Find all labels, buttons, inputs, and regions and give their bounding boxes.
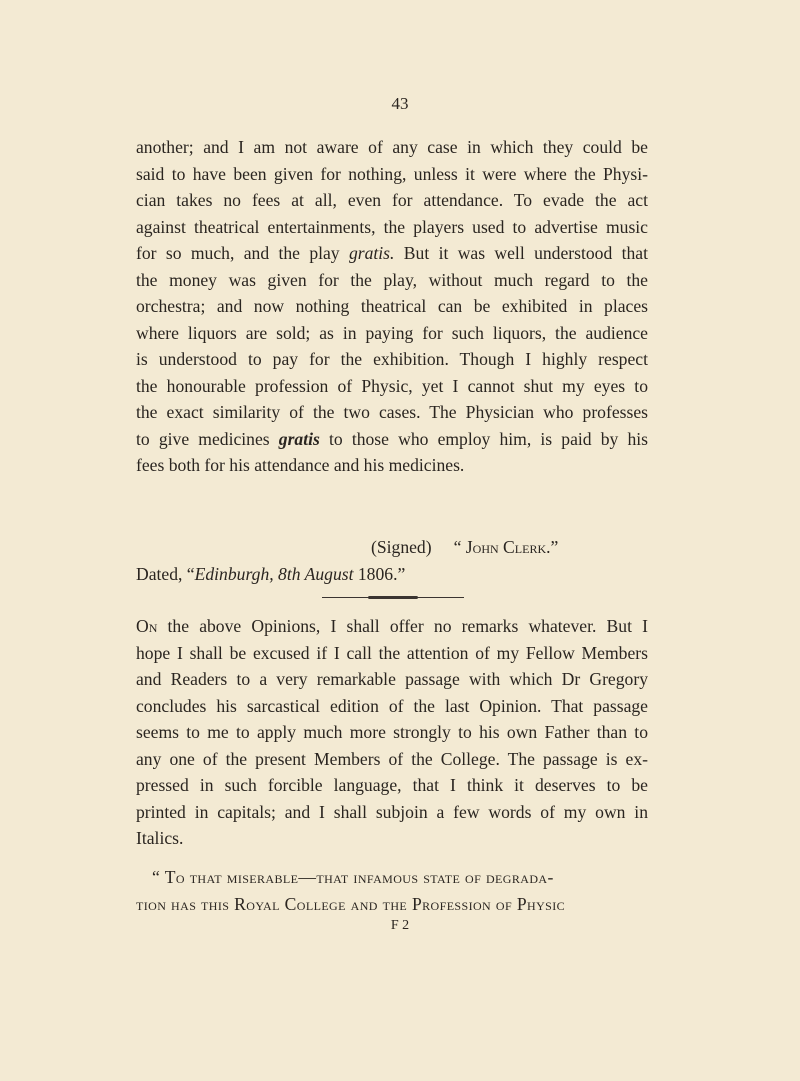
text-line: is understood to pay for the exhibition. Though I highly respect <box>136 349 648 369</box>
text-line: any one of the present Members of the College. The passage is ex- <box>136 748 648 769</box>
text-line: hope I shall be excused if I call the attention of my Fellow Members <box>136 642 648 663</box>
text-line: and Readers to a very remarkable passage with which Dr Gregory <box>136 669 648 689</box>
italic-word: gratis <box>278 428 320 449</box>
text-span: But it was well understood that <box>394 243 648 263</box>
quote-line: tion has this Royal College and the Profession of Physic <box>136 893 566 914</box>
text-line: printed in capitals; and I shall subjoin a few words of my own in <box>136 801 648 822</box>
dated-label: Dated, “ <box>136 563 195 584</box>
signed-label: (Signed) <box>371 537 432 557</box>
section-divider <box>322 597 464 598</box>
text-span: to those who employ him, is paid by his <box>319 428 649 449</box>
text-line: against theatrical entertainments, the players used to advertise music <box>136 216 648 237</box>
text-line: fees both for his attendance and his medicines. <box>136 455 465 475</box>
italic-word: gratis. <box>348 243 395 263</box>
dated-day: 8th <box>273 563 301 584</box>
text-line: concludes his sarcastical edition of the last Opinion. That passage <box>136 695 648 716</box>
text-line <box>136 426 648 453</box>
first-word: On <box>136 616 158 636</box>
page-number: 43 <box>391 94 409 113</box>
text-line: another; and I am not aware of any case in which they could be <box>136 137 648 157</box>
text-span: the above Opinions, I shall offer no remarks whatever. But I <box>157 616 648 636</box>
quote-line: “ To that miserable—that infamous state of degrada- <box>152 867 554 887</box>
text-line: seems to me to apply much more strongly to his own Father than to <box>136 722 648 742</box>
text-line: the money was given for the play, without much regard to the <box>136 269 648 290</box>
text-line: cian takes no fees at all, even for attendance. To evade the act <box>136 190 648 210</box>
text-line <box>136 613 648 640</box>
signature-block <box>136 534 648 587</box>
text-span: to give medicines <box>136 428 279 449</box>
dated-place: Edinburgh, <box>194 563 274 584</box>
text-line: the exact similarity of the two cases. The Physician who professes <box>136 402 648 422</box>
dated-month: August <box>300 563 354 584</box>
quoted-passage <box>136 864 648 917</box>
text-line: the honourable profession of Physic, yet I cannot shut my eyes to <box>136 375 648 396</box>
text-line: orchestra; and now nothing theatrical can be exhibited in places <box>136 296 648 316</box>
text-line: said to have been given for nothing, unless it were where the Physi- <box>136 163 648 184</box>
sheet-signature: F 2 <box>390 918 410 933</box>
dated-line <box>136 561 648 588</box>
text-line <box>136 240 648 267</box>
text-line: where liquors are sold; as in paying for such liquors, the audience <box>136 322 648 343</box>
text-span: for so much, and the play <box>136 243 349 263</box>
text-line: pressed in such forcible language, that I think it deserves to be <box>136 775 648 795</box>
signed-line <box>136 534 648 561</box>
paragraph-2 <box>136 613 648 852</box>
dated-year: 1806.” <box>353 563 406 584</box>
text-line: Italics. <box>136 828 184 848</box>
signer-name: “ John Clerk.” <box>453 537 559 557</box>
